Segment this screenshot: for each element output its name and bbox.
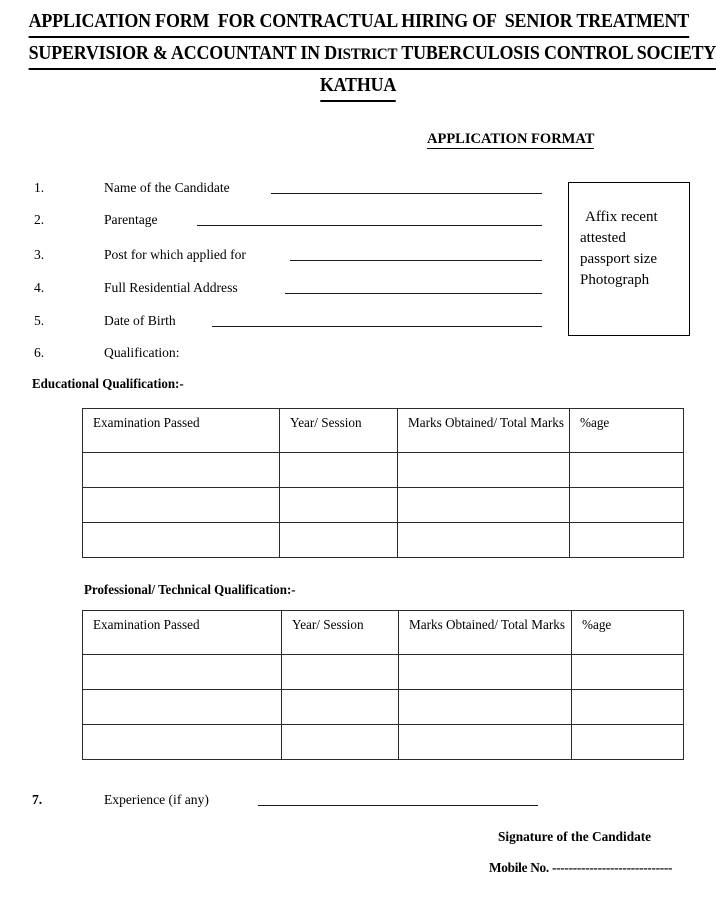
cell-examination-passed[interactable]: [83, 725, 282, 760]
cell-examination-passed[interactable]: [83, 453, 280, 488]
column-header-year-session: Year/ Session: [282, 611, 399, 655]
cell-year-session[interactable]: [280, 523, 398, 558]
field-row-experience: [32, 790, 552, 810]
field-label-post-applied: Post for which applied for: [104, 247, 246, 262]
application-format-heading: APPLICATION FORMAT: [427, 131, 595, 147]
cell-examination-passed[interactable]: [83, 523, 280, 558]
title-line-3-text: KATHUA: [320, 72, 396, 102]
cell-year-session[interactable]: [280, 453, 398, 488]
cell-marks-obtained[interactable]: [398, 523, 570, 558]
cell-percentage[interactable]: [570, 453, 684, 488]
cell-percentage[interactable]: [572, 690, 684, 725]
field-input-experience[interactable]: [258, 805, 538, 806]
field-row-address: [34, 278, 554, 298]
field-number-4: 4.: [34, 280, 45, 295]
cell-examination-passed[interactable]: [83, 690, 282, 725]
title-line-2-text: [29, 40, 716, 70]
cell-marks-obtained[interactable]: [399, 725, 572, 760]
cell-examination-passed[interactable]: [83, 488, 280, 523]
cell-marks-obtained[interactable]: [399, 655, 572, 690]
cell-percentage[interactable]: [572, 725, 684, 760]
field-number-2: 2.: [34, 212, 45, 227]
column-header-percentage: %age: [572, 611, 684, 655]
cell-marks-obtained[interactable]: [398, 453, 570, 488]
field-input-address[interactable]: [285, 293, 542, 294]
cell-percentage[interactable]: [572, 655, 684, 690]
cell-year-session[interactable]: [280, 488, 398, 523]
column-header-marks-obtained: Marks Obtained/ Total Marks: [398, 409, 570, 453]
field-input-name[interactable]: [271, 193, 542, 194]
table-row: [83, 690, 684, 725]
field-number-1: 1.: [34, 180, 45, 195]
field-number-7: 7.: [32, 792, 43, 807]
table-header-row: [83, 611, 684, 655]
signature-of-candidate-label: Signature of the Candidate: [498, 830, 652, 845]
photograph-box[interactable]: [568, 182, 690, 336]
educational-qualification-table: [82, 408, 684, 558]
column-header-examination-passed: Examination Passed: [83, 409, 280, 453]
cell-examination-passed[interactable]: [83, 655, 282, 690]
field-row-parentage: [34, 210, 554, 230]
column-header-examination-passed: Examination Passed: [83, 611, 282, 655]
cell-year-session[interactable]: [282, 725, 399, 760]
field-label-name: Name of the Candidate: [104, 180, 230, 195]
cell-year-session[interactable]: [282, 690, 399, 725]
section-heading-professional: Professional/ Technical Qualification:-: [84, 582, 296, 597]
field-label-address: Full Residential Address: [104, 280, 238, 295]
cell-percentage[interactable]: [570, 488, 684, 523]
column-header-year-session: Year/ Session: [280, 409, 398, 453]
field-row-dob: [34, 311, 554, 331]
table-header-row: [83, 409, 684, 453]
document-title: [0, 6, 716, 102]
field-label-dob: Date of Birth: [104, 313, 176, 328]
photograph-box-line-2: attested: [580, 230, 626, 246]
column-header-marks-obtained: Marks Obtained/ Total Marks: [399, 611, 572, 655]
cell-marks-obtained[interactable]: [399, 690, 572, 725]
section-heading-educational: Educational Qualification:-: [32, 376, 184, 391]
photograph-box-line-4: Photograph: [580, 272, 650, 288]
field-input-parentage[interactable]: [197, 225, 542, 226]
field-row-name: [34, 178, 554, 198]
column-header-percentage: %age: [570, 409, 684, 453]
field-label-qualification: Qualification:: [104, 345, 180, 360]
title-line-1: [29, 6, 688, 38]
cell-marks-obtained[interactable]: [398, 488, 570, 523]
field-number-3: 3.: [34, 247, 45, 262]
title-line-2-part-a: SUPERVISIOR & ACCOUNTANT IN: [28, 43, 325, 64]
field-row-qualification: [34, 343, 554, 363]
field-label-experience: Experience (if any): [104, 792, 209, 807]
title-line-2-part-b: TUBERCULOSIS CONTROL SOCIETY: [397, 43, 716, 64]
field-label-parentage: Parentage: [104, 212, 158, 227]
table-row: [83, 523, 684, 558]
table-row: [83, 453, 684, 488]
cell-percentage[interactable]: [570, 523, 684, 558]
title-line-2: [28, 38, 716, 70]
field-input-post-applied[interactable]: [290, 260, 542, 261]
table-row: [83, 488, 684, 523]
photograph-box-text: [580, 207, 684, 291]
title-line-2-smallcaps-lead: D: [324, 43, 338, 64]
table-row: [83, 725, 684, 760]
photograph-box-line-3: passport size: [580, 251, 658, 267]
field-number-6: 6.: [34, 345, 45, 360]
professional-qualification-table: [82, 610, 684, 760]
mobile-number-label: Mobile No. -----------------------------: [489, 861, 673, 876]
field-row-post-applied: [34, 245, 554, 265]
field-number-5: 5.: [34, 313, 45, 328]
photograph-box-line-1: Affix recent: [585, 209, 658, 225]
field-input-dob[interactable]: [212, 326, 542, 327]
title-line-1-text: APPLICATION FORM FOR CONTRACTUAL HIRING OF SENIOR TREATMENT: [29, 8, 689, 38]
table-row: [83, 655, 684, 690]
title-line-2-smallcaps-rest: ISTRICT: [337, 44, 398, 63]
title-line-3: [29, 70, 688, 102]
cell-year-session[interactable]: [282, 655, 399, 690]
